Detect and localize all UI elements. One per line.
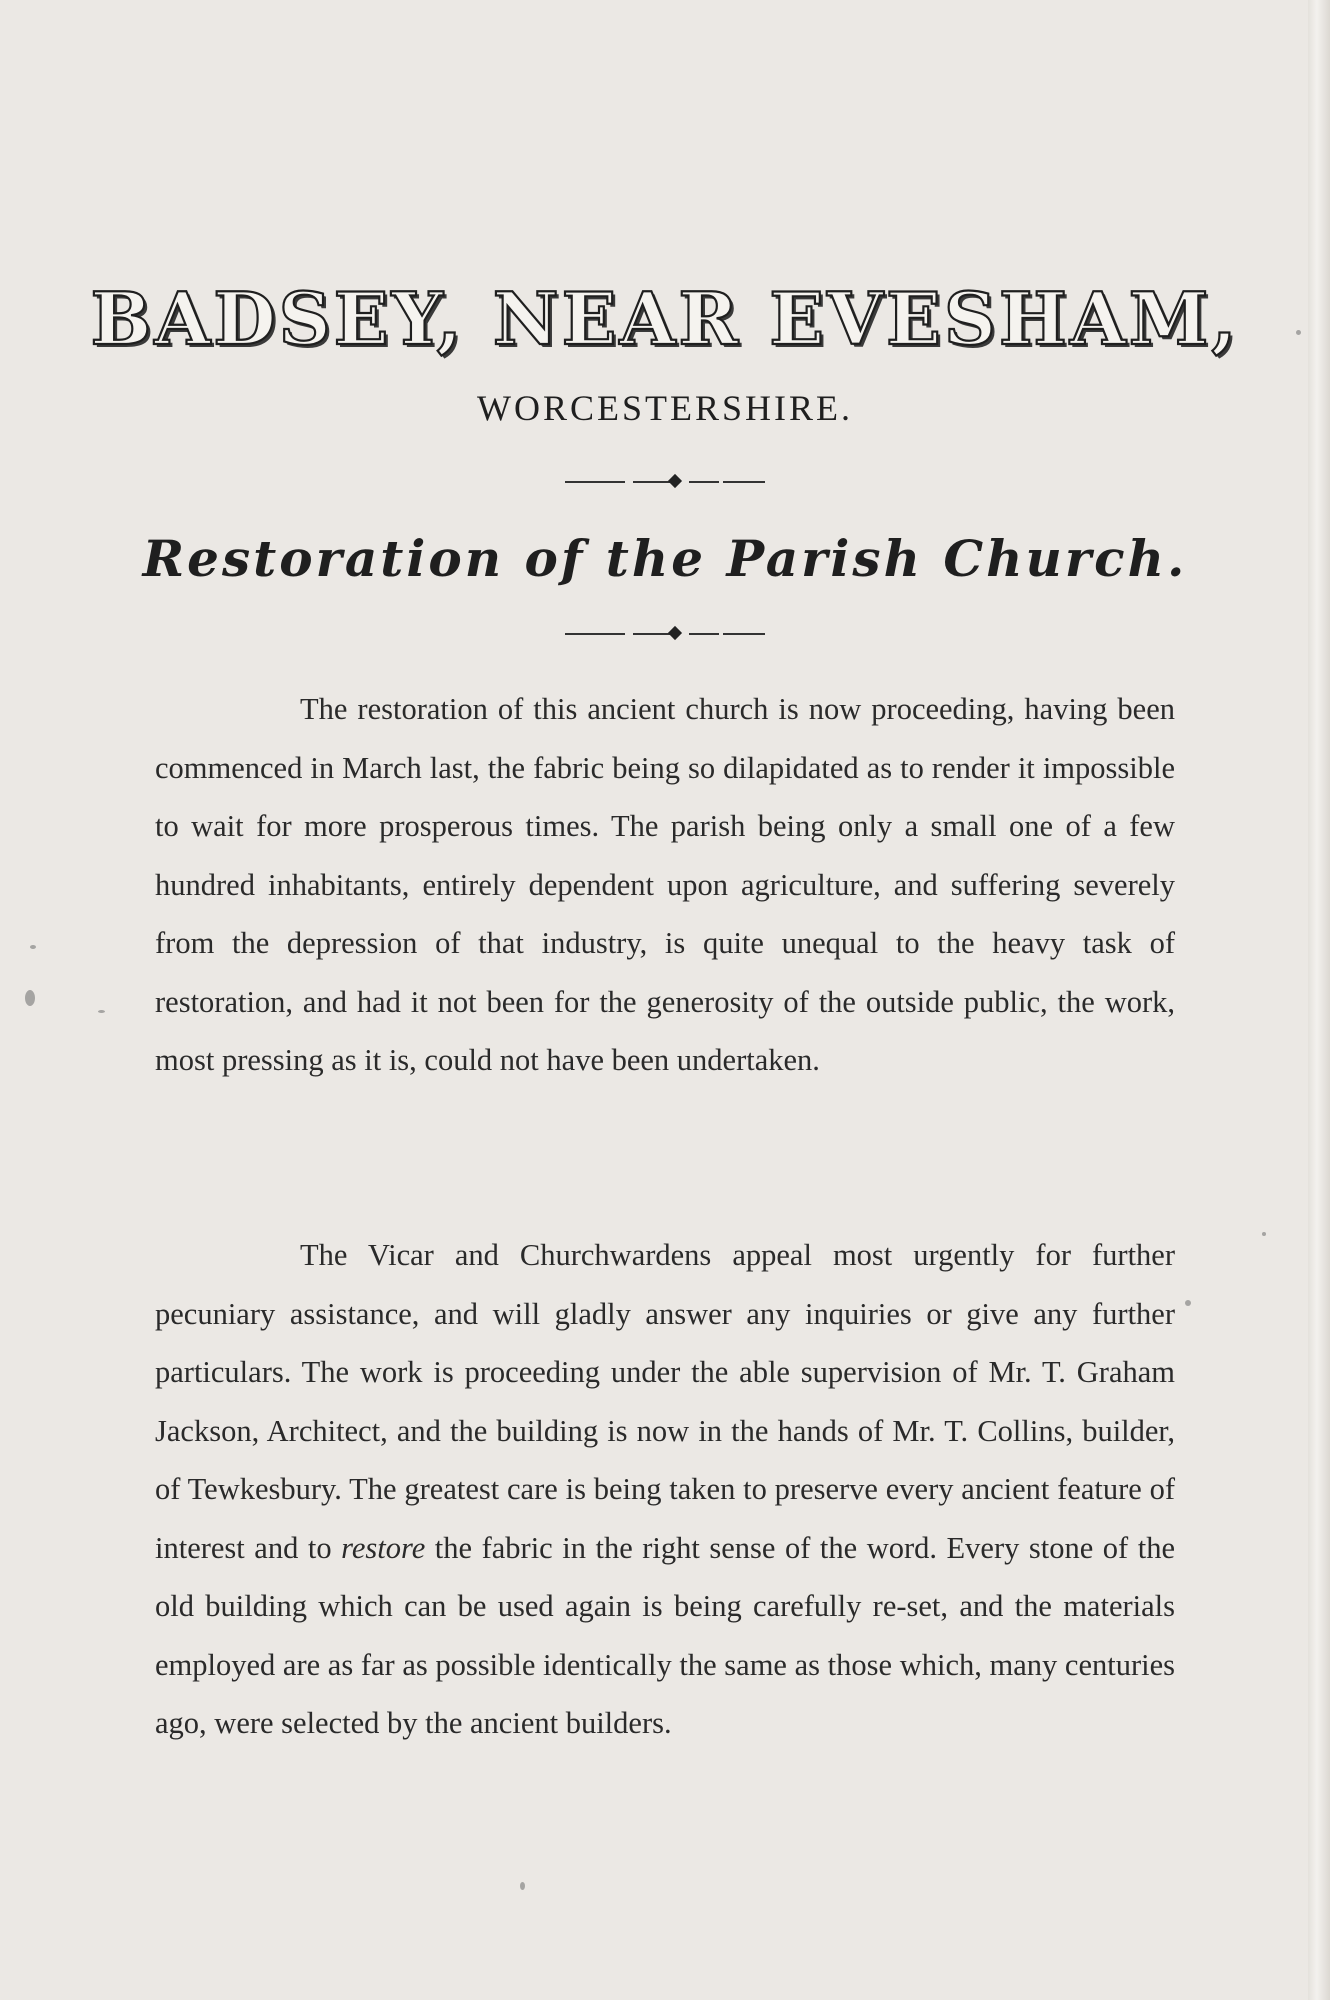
paragraph-2-part-2: the fabric in the right sense of the word. Every stone of the old building which can be used again is being carefully re-set, and the materials employed are as far as possible identically the same as those which, many centuries ago, were selected by the ancient builders. — [155, 1530, 1175, 1740]
paper-speck — [1185, 1300, 1191, 1306]
paper-speck — [30, 945, 36, 949]
heading-county: WORCESTERSHIRE. — [476, 388, 853, 428]
paper-speck — [1296, 330, 1301, 335]
paragraph-2 — [155, 1226, 1175, 1753]
paragraph-1: The restoration of this ancient church is now proceeding, having been commenced in March last, the fabric being so dilapidated as to render it impossible to wait for more prosperous times. The parish being only a small one of a few hundred inhabitants, entirely dependent upon agriculture, and suffering severely from the depression of that industry, is quite unequal to the heavy task of restoration, and had it not been for the generosity of the outside public, the work, most pressing as it is, could not have been undertaken. — [155, 692, 1175, 1077]
heading-title: Restoration of the Parish Church. — [142, 529, 1188, 588]
ornament-divider-bottom — [565, 622, 765, 646]
paper-speck — [25, 990, 35, 1006]
paragraph-2-part-1: The Vicar and Churchwardens appeal most urgently for further pecuniary assistance, and will gladly answer any inquiries or give any further particulars. The work is proceeding under the able supervision of Mr. T. Graham Jackson, Architect, and the building is now in the hands of Mr. T. Collins, builder, of Tewkesbury. The greatest care is being taken to preserve every ancient feature of interest and to — [155, 1238, 1175, 1565]
paper-speck — [1262, 1232, 1266, 1236]
heading-place: BADSEY, NEAR EVESHAM, — [90, 276, 1240, 361]
paragraph-2-emphasis: restore — [341, 1530, 426, 1565]
paper-speck — [520, 1882, 525, 1890]
paper-speck — [98, 1010, 105, 1013]
ornament-divider-top — [565, 470, 765, 494]
